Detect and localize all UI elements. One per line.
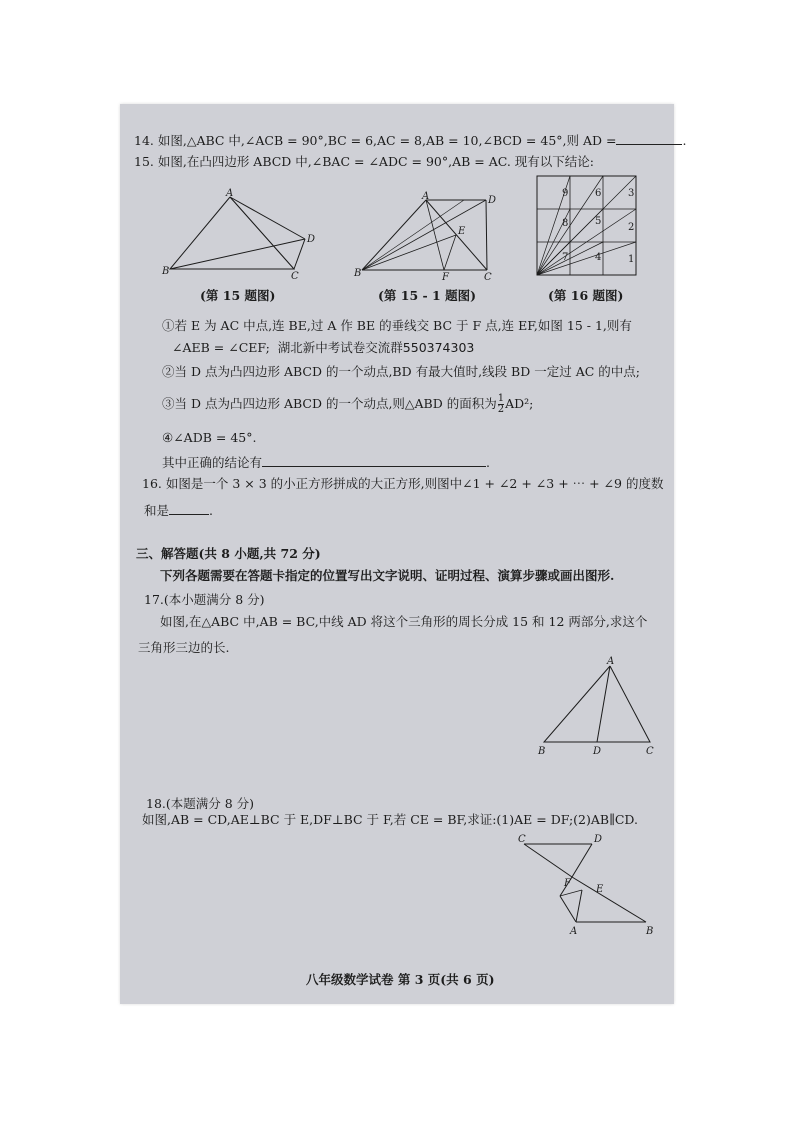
fig15-1-label-D: D bbox=[488, 195, 497, 206]
exam-page bbox=[120, 104, 687, 1004]
q15-statement-3: ③当 D 点为凸四边形 ABCD 的一个动点,则△ABD 的面积为 $\frac{1}{2}$ AD²; bbox=[162, 393, 534, 415]
fig18-label-F: F bbox=[564, 878, 571, 889]
angle-label-9: 9 bbox=[562, 188, 569, 199]
fig18-label-D: D bbox=[594, 834, 603, 845]
fig18-label-B: B bbox=[646, 926, 654, 937]
fig17-label-B: B bbox=[538, 746, 546, 757]
fig15-label-A: A bbox=[226, 188, 234, 199]
caption-fig15: (第 15 题图) bbox=[200, 288, 276, 303]
question-16-line2: 和是 . bbox=[144, 503, 213, 518]
figure-15 bbox=[162, 188, 328, 282]
fig17-label-D: D bbox=[593, 746, 602, 757]
angle-label-2: 2 bbox=[628, 222, 635, 233]
question-18-header: 18.(本题满分 8 分) bbox=[146, 796, 255, 811]
question-17-line1: 如图,在△ABC 中,AB = BC,中线 AD 将这个三角形的周长分成 15 和 12 两部分,求这个 bbox=[160, 614, 648, 629]
caption-fig15-1: (第 15 - 1 题图) bbox=[378, 288, 477, 303]
q15-conclusion: 其中正确的结论有 . bbox=[162, 455, 490, 470]
figure-18 bbox=[518, 834, 660, 937]
angle-label-8: 8 bbox=[562, 218, 569, 229]
caption-fig16: (第 16 题图) bbox=[548, 288, 624, 303]
fraction-one-half: $\frac{1}{2}$ bbox=[497, 393, 505, 415]
q14-answer-blank bbox=[616, 132, 682, 145]
fig15-1-label-C: C bbox=[484, 272, 492, 283]
fig17-label-A: A bbox=[607, 656, 615, 667]
fig15-label-B: B bbox=[162, 266, 170, 277]
fig15-label-D: D bbox=[307, 234, 316, 245]
fig15-1-label-A: A bbox=[422, 191, 430, 202]
angle-label-1: 1 bbox=[628, 254, 635, 265]
fig18-label-C: C bbox=[518, 834, 526, 845]
section-3-instruction: 下列各题需要在答题卡指定的位置写出文字说明、证明过程、演算步骤或画出图形. bbox=[160, 568, 615, 583]
q15-answer-blank bbox=[262, 454, 486, 467]
angle-label-7: 7 bbox=[562, 252, 569, 263]
q15-statement-4: ④∠ADB = 45°. bbox=[162, 430, 257, 445]
angle-label-6: 6 bbox=[595, 188, 602, 199]
figure-17 bbox=[538, 656, 660, 757]
fig15-1-label-F: F bbox=[442, 272, 449, 283]
fig17-label-C: C bbox=[646, 746, 654, 757]
angle-label-4: 4 bbox=[595, 252, 602, 263]
fig15-1-label-B: B bbox=[354, 268, 362, 279]
question-18-line1: 如图,AB = CD,AE⊥BC 于 E,DF⊥BC 于 F,若 CE = BF,求证:(1)AE = DF;(2)AB∥CD. bbox=[142, 812, 638, 827]
figure-15-1 bbox=[354, 191, 500, 283]
q15-statement-1b: ∠AEB = ∠CEF; 湖北新中考试卷交流群550374303 bbox=[172, 340, 475, 355]
question-14: 14. 如图,△ABC 中,∠ACB = 90°,BC = 6,AC = 8,AB = 10,∠BCD = 45°,则 AD = . bbox=[134, 133, 687, 148]
q15-statement-2: ②当 D 点为凸四边形 ABCD 的一个动点,BD 有最大值时,线段 BD 一定过 AC 的中点; bbox=[162, 364, 640, 379]
angle-label-3: 3 bbox=[628, 188, 635, 199]
section-3-title: 三、解答题(共 8 小题,共 72 分) bbox=[136, 546, 321, 561]
q14-text: 14. 如图,△ABC 中,∠ACB = 90°,BC = 6,AC = 8,AB = 10,∠BCD = 45°,则 AD = bbox=[134, 133, 617, 148]
q15-statement-1a: ①若 E 为 AC 中点,连 BE,过 A 作 BE 的垂线交 BC 于 F 点,连 EF,如图 15 - 1,则有 bbox=[162, 318, 632, 333]
fig18-label-A: A bbox=[570, 926, 578, 937]
question-16-line1: 16. 如图是一个 3 × 3 的小正方形拼成的大正方形,则图中∠1 + ∠2 + ∠3 + ⋯ + ∠9 的度数 bbox=[142, 476, 664, 491]
figure-16 bbox=[537, 176, 637, 276]
q16-answer-blank bbox=[169, 502, 209, 515]
watermark-text: 湖北新中考试卷交流群550374303 bbox=[277, 340, 475, 355]
fig15-label-C: C bbox=[291, 271, 299, 282]
question-17-line2: 三角形三边的长. bbox=[138, 640, 230, 655]
fig18-label-E: E bbox=[596, 884, 604, 895]
question-17-header: 17.(本小题满分 8 分) bbox=[144, 592, 265, 607]
angle-label-5: 5 bbox=[595, 216, 602, 227]
page-footer: 八年级数学试卷 第 3 页(共 6 页) bbox=[306, 972, 495, 987]
question-15-intro: 15. 如图,在凸四边形 ABCD 中,∠BAC = ∠ADC = 90°,AB = AC. 现有以下结论: bbox=[134, 154, 595, 169]
fig15-1-label-E: E bbox=[458, 226, 466, 237]
